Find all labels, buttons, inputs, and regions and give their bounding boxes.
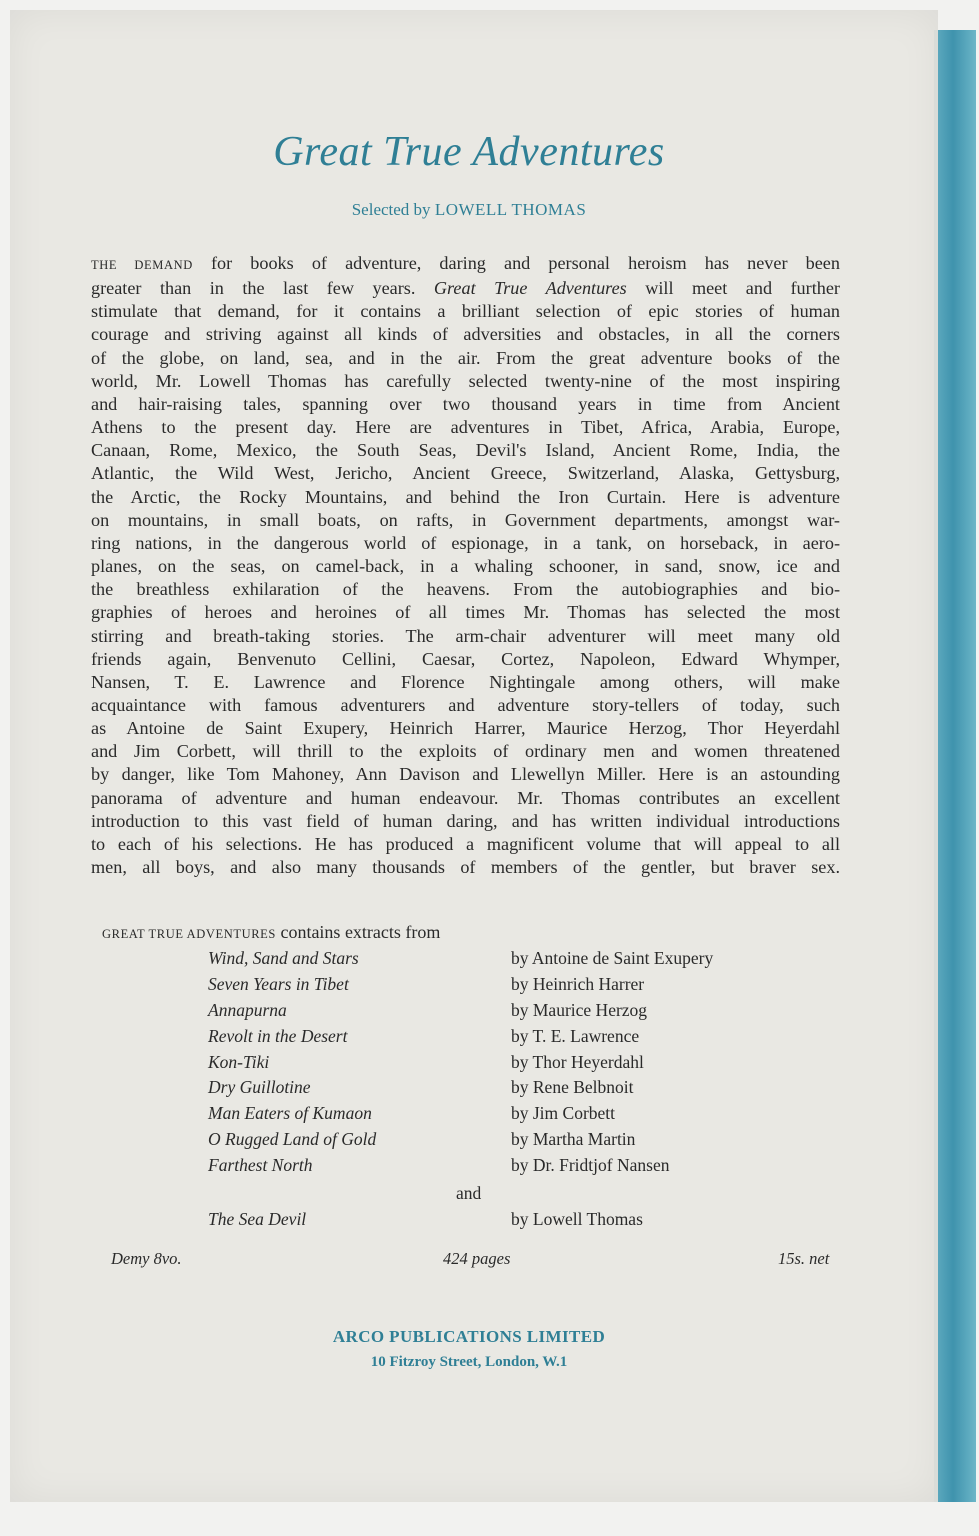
- work-row: [208, 1103, 808, 1129]
- blurb-line-text: friends again, Benvenuto Cellini, Caesar, Cortez, Napoleon, Edward Whymper,: [91, 648, 840, 669]
- blurb-line: [91, 347, 840, 370]
- work-title: O Rugged Land of Gold: [208, 1129, 377, 1150]
- work-row: [208, 948, 808, 974]
- blurb-line: [91, 462, 840, 485]
- book-spine: [938, 30, 976, 1502]
- work-row: [208, 1000, 808, 1026]
- blurb-line: [91, 277, 840, 300]
- work-row: [208, 1129, 808, 1155]
- work-title: Revolt in the Desert: [208, 1025, 348, 1046]
- blurb-line: [91, 694, 840, 717]
- blurb-line-text: stirring and breath-taking stories. The arm-chair adventurer will meet many old: [91, 625, 840, 646]
- blurb-line-text: to each of his selections. He has produced a magnificent volume that will appeal to all: [91, 833, 840, 854]
- blurb-line-text: greater than in the last few years. Great True Adventures will meet and further: [91, 278, 840, 299]
- work-author: by Martha Martin: [511, 1129, 636, 1150]
- price-label: 15s. net: [778, 1249, 830, 1268]
- blurb-line-text: stimulate that demand, for it contains a brilliant selection of epic stories of human: [91, 301, 840, 322]
- work-title: Annapurna: [208, 999, 287, 1020]
- blurb-line-text: Nansen, T. E. Lawrence and Florence Nightingale among others, will make: [91, 671, 840, 692]
- work-row: [208, 1077, 808, 1103]
- work-title: Dry Guillotine: [208, 1077, 311, 1098]
- blurb-line-text: planes, on the seas, on camel-back, in a whaling schooner, in sand, snow, ice and: [91, 556, 840, 577]
- blurb-line: [91, 717, 840, 740]
- blurb-line-text: the breathless exhilaration of the heavens. From the autobiographies and bio-: [91, 579, 840, 600]
- work-row: [208, 1155, 808, 1181]
- blurb-line: [91, 648, 840, 671]
- blurb-line: [91, 416, 840, 439]
- contents-heading: [102, 922, 440, 943]
- blurb-line: [91, 601, 840, 624]
- blurb-line: [91, 856, 840, 879]
- blurb-line: [91, 323, 840, 346]
- blurb-line: [91, 833, 840, 856]
- work-title: Man Eaters of Kumaon: [208, 1103, 372, 1124]
- blurb-text: [91, 252, 840, 879]
- blurb-line-text: the Arctic, the Rocky Mountains, and behind the Iron Curtain. Here is adventure: [91, 486, 840, 507]
- blurb-line-text: and hair-raising tales, spanning over two thousand years in time from Ancient: [91, 393, 840, 414]
- page-count: 424 pages: [443, 1249, 511, 1268]
- blurb-line: [91, 578, 840, 601]
- blurb-line-text: introduction to this vast field of human daring, and has written individual introductions: [91, 810, 840, 831]
- blurb-line: [91, 787, 840, 810]
- blurb-line: [91, 810, 840, 833]
- blurb-line-text: and Jim Corbett, will thrill to the exploits of ordinary men and women threatened: [91, 741, 840, 762]
- blurb-line-text: graphies of heroes and heroines of all times Mr. Thomas has selected the most: [91, 602, 840, 623]
- editor-name: LOWELL THOMAS: [434, 200, 587, 219]
- blurb-line: [91, 370, 840, 393]
- blurb-line-text: Athens to the present day. Here are adventures in Tibet, Africa, Arabia, Europe,: [91, 417, 840, 438]
- work-row: [208, 1052, 808, 1078]
- work-author: by Thor Heyerdahl: [511, 1051, 644, 1072]
- selected-by-prefix: Selected by: [351, 200, 435, 219]
- blurb-line: [91, 393, 840, 416]
- selected-by: [0, 200, 938, 220]
- final-work-title: The Sea Devil: [208, 1209, 307, 1229]
- blurb-line-text: acquaintance with famous adventurers and adventure story-tellers of today, such: [91, 694, 840, 715]
- blurb-line: [91, 300, 840, 323]
- work-title: Kon-Tiki: [208, 1051, 270, 1072]
- work-title: Seven Years in Tibet: [208, 973, 349, 994]
- contents-heading-caps: GREAT TRUE ADVENTURES: [102, 927, 276, 941]
- blurb-line: [91, 625, 840, 648]
- blurb-line-text: world, Mr. Lowell Thomas has carefully selected twenty-nine of the most inspiring: [91, 370, 840, 391]
- contents-heading-rest: contains extracts from: [275, 922, 441, 942]
- work-author: by Dr. Fridtjof Nansen: [511, 1155, 670, 1176]
- blurb-line: [91, 532, 840, 555]
- publisher-name: ARCO PUBLICATIONS LIMITED: [332, 1327, 606, 1346]
- blurb-line: [91, 509, 840, 532]
- blurb-line: [91, 740, 840, 763]
- blurb-line-text: panorama of adventure and human endeavour. Mr. Thomas contributes an excellent: [91, 787, 840, 808]
- blurb-line-text: for books of adventure, daring and personal heroism has never been: [192, 253, 840, 273]
- blurb-line: [91, 439, 840, 462]
- blurb-line-text: of the globe, on land, sea, and in the air. From the great adventure books of the: [91, 347, 840, 368]
- work-author: by Maurice Herzog: [511, 999, 648, 1020]
- blurb-line: [91, 763, 840, 786]
- work-author: by Antoine de Saint Exupery: [511, 948, 714, 968]
- blurb-line-text: ring nations, in the dangerous world of espionage, in a tank, on horseback, in aero-: [91, 532, 840, 553]
- work-author: by T. E. Lawrence: [511, 1025, 640, 1046]
- final-work-author: by Lowell Thomas: [511, 1209, 643, 1229]
- blurb-line-text: men, all boys, and also many thousands of members of the gentler, but braver sex.: [91, 857, 840, 878]
- work-author: by Rene Belbnoit: [511, 1077, 634, 1098]
- publisher-address: 10 Fitzroy Street, London, W.1: [370, 1354, 568, 1370]
- blurb-line-text: Atlantic, the Wild West, Jericho, Ancient Greece, Switzerland, Alaska, Gettysburg,: [91, 463, 840, 484]
- blurb-line-text: Canaan, Rome, Mexico, the South Seas, Devil's Island, Ancient Rome, India, the: [91, 440, 840, 461]
- blurb-line-text: courage and striving against all kinds of adversities and obstacles, in all the corners: [91, 324, 840, 345]
- work-row: [208, 1026, 808, 1052]
- blurb-line-text: by danger, like Tom Mahoney, Ann Davison and Llewellyn Miller. Here is an astounding: [91, 764, 840, 785]
- blurb-line: [91, 486, 840, 509]
- format-label: Demy 8vo.: [111, 1249, 182, 1268]
- and-word: and: [456, 1183, 482, 1203]
- blurb-lead-in: THE DEMAND: [91, 258, 193, 272]
- work-author: by Jim Corbett: [511, 1103, 616, 1124]
- blurb-line-text: as Antoine de Saint Exupery, Heinrich Harrer, Maurice Herzog, Thor Heyerdahl: [91, 718, 840, 739]
- blurb-line: [91, 555, 840, 578]
- work-title: Wind, Sand and Stars: [208, 948, 359, 968]
- work-title: Farthest North: [208, 1155, 313, 1176]
- book-title: Great True Adventures: [273, 129, 665, 175]
- blurb-line: [91, 671, 840, 694]
- blurb-line-text: on mountains, in small boats, on rafts, in Government departments, amongst war-: [91, 509, 840, 530]
- works-list: [208, 948, 808, 1181]
- blurb-line: [91, 252, 840, 277]
- work-row: [208, 974, 808, 1000]
- work-author: by Heinrich Harrer: [511, 973, 645, 994]
